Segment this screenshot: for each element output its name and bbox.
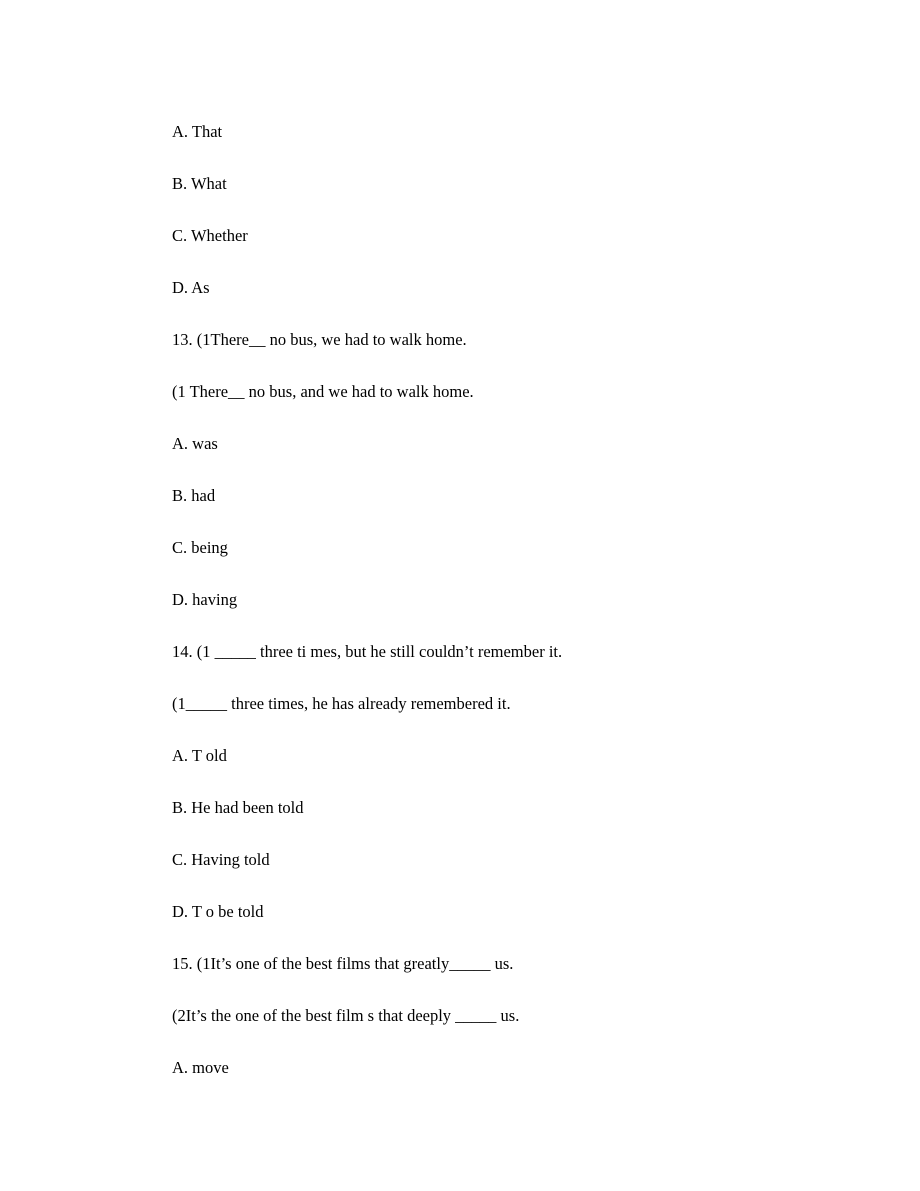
question-14-sentence-2: (1_____ three times, he has already remembered it.	[172, 694, 511, 713]
option-line: C. being	[172, 538, 228, 557]
question-15-sentence-2: (2It’s the one of the best film s that deeply _____ us.	[172, 1006, 520, 1025]
option-line: B. What	[172, 174, 227, 193]
option-line: C. Whether	[172, 226, 248, 245]
option-line: A. That	[172, 122, 223, 141]
option-line: D. T o be told	[172, 902, 264, 921]
option-line: A. was	[172, 434, 218, 453]
option-line: B. He had been told	[172, 798, 304, 817]
option-line: A. T old	[172, 746, 227, 765]
question-13-sentence-1: 13. (1There__ no bus, we had to walk home.	[172, 330, 467, 349]
option-line: D. As	[172, 278, 210, 297]
option-line: D. having	[172, 590, 238, 609]
question-15-sentence-1: 15. (1It’s one of the best films that greatly_____ us.	[172, 954, 514, 973]
question-13-sentence-2: (1 There__ no bus, and we had to walk home.	[172, 382, 474, 401]
option-line: A. move	[172, 1058, 229, 1077]
option-line: B. had	[172, 486, 216, 505]
question-14-sentence-1: 14. (1 _____ three ti mes, but he still couldn’t remember it.	[172, 642, 563, 661]
exercise-text	[172, 121, 872, 1109]
option-line: C. Having told	[172, 850, 270, 869]
